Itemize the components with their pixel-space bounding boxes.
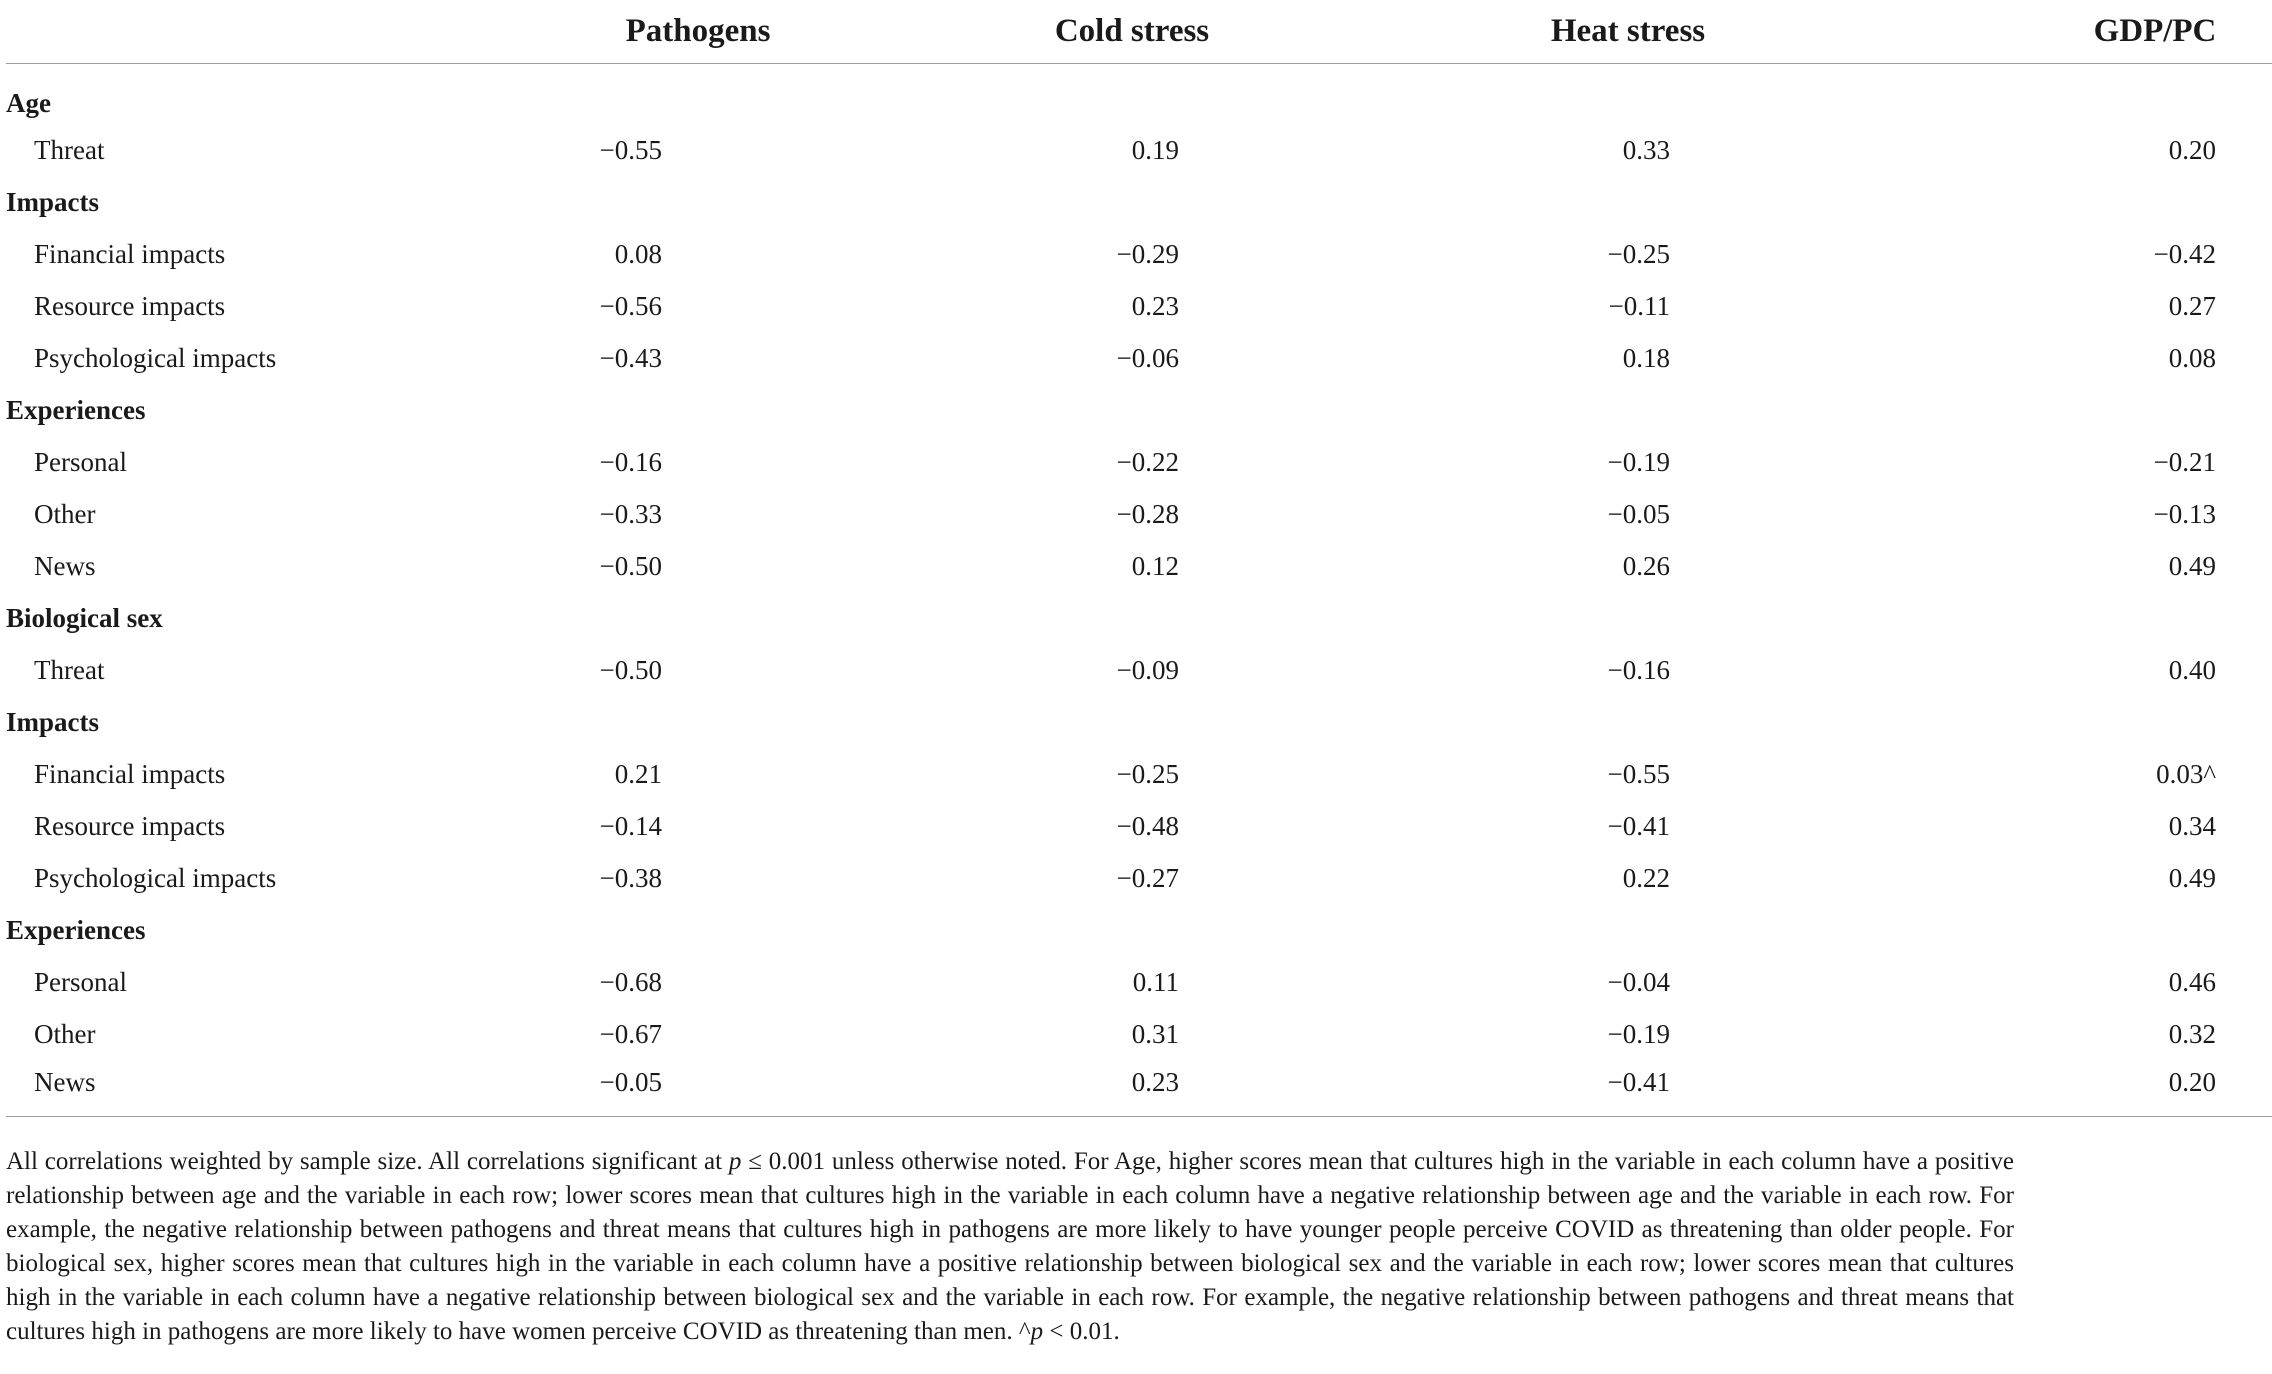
cell-value: 0.32 xyxy=(2168,1018,2216,1049)
row-label: Threat xyxy=(34,134,105,165)
table-row xyxy=(6,1060,2272,1117)
footnote-text-1: All correlations weighted by sample size. All correlations significant at xyxy=(6,1148,729,1175)
cell-value: 0.33 xyxy=(1622,134,1670,165)
cell-value: 0.11 xyxy=(1132,966,1179,997)
cell-value: −0.68 xyxy=(599,966,662,997)
row-label: Other xyxy=(34,498,96,529)
cell-value: 0.08 xyxy=(614,238,662,269)
footnote-p-symbol-1: p xyxy=(728,1148,742,1175)
cell-value: −0.27 xyxy=(1116,862,1179,893)
cell-value: 0.23 xyxy=(970,1060,1404,1117)
cell-value: −0.50 xyxy=(599,550,662,581)
cell-value: −0.55 xyxy=(1607,758,1670,789)
cell-value: 0.46 xyxy=(2168,966,2216,997)
table-row xyxy=(6,332,2272,384)
cell-value: −0.05 xyxy=(1607,498,1670,529)
footnote-text-3: < 0.01. xyxy=(1043,1318,1120,1345)
section-label: Experiences xyxy=(6,394,146,425)
section-label: Biological sex xyxy=(6,602,163,633)
table-footnote xyxy=(6,1145,2014,1349)
table-body xyxy=(6,64,2272,1117)
row-label: Personal xyxy=(34,966,127,997)
cell-value: −0.06 xyxy=(1116,342,1179,373)
cell-value: 0.22 xyxy=(1622,862,1670,893)
section-label: Experiences xyxy=(6,914,146,945)
header-blank xyxy=(6,0,536,64)
cell-value: −0.38 xyxy=(599,862,662,893)
table-row xyxy=(6,436,2272,488)
footnote-p-symbol-2: p xyxy=(1030,1318,1044,1345)
section-row xyxy=(6,176,2272,228)
cell-value: 0.40 xyxy=(2168,654,2216,685)
section-row xyxy=(6,904,2272,956)
row-label: News xyxy=(34,550,96,581)
cell-value: −0.11 xyxy=(1608,290,1670,321)
cell-value: −0.09 xyxy=(1116,654,1179,685)
table-row xyxy=(6,852,2272,904)
cell-value: 0.49 xyxy=(2168,862,2216,893)
cell-value: −0.56 xyxy=(599,290,662,321)
table-row xyxy=(6,956,2272,1008)
cell-value: −0.21 xyxy=(2153,446,2216,477)
row-label: Financial impacts xyxy=(34,238,226,269)
section-label: Impacts xyxy=(6,706,99,737)
row-label: Psychological impacts xyxy=(34,342,277,373)
cell-value: −0.48 xyxy=(1116,810,1179,841)
correlation-table xyxy=(6,0,2272,1117)
cell-value: 0.34 xyxy=(2168,810,2216,841)
row-label: Other xyxy=(34,1018,96,1049)
row-label: Resource impacts xyxy=(34,290,226,321)
cell-value: 0.31 xyxy=(1131,1018,1179,1049)
cell-value: −0.14 xyxy=(599,810,662,841)
row-label: Psychological impacts xyxy=(34,862,277,893)
cell-value: −0.22 xyxy=(1116,446,1179,477)
row-label: Threat xyxy=(34,654,105,685)
table-row xyxy=(6,748,2272,800)
cell-value: 0.20 xyxy=(1838,1060,2272,1117)
cell-value: −0.04 xyxy=(1607,966,1670,997)
cell-value: −0.05 xyxy=(536,1060,970,1117)
cell-value: 0.03^ xyxy=(2156,758,2216,789)
cell-value: −0.19 xyxy=(1607,1018,1670,1049)
table-row xyxy=(6,124,2272,176)
cell-value: −0.16 xyxy=(1607,654,1670,685)
cell-value: −0.33 xyxy=(599,498,662,529)
row-label: News xyxy=(6,1060,536,1117)
table-row xyxy=(6,800,2272,852)
cell-value: 0.23 xyxy=(1131,290,1179,321)
table-row xyxy=(6,644,2272,696)
table-row xyxy=(6,540,2272,592)
cell-value: −0.29 xyxy=(1116,238,1179,269)
cell-value: −0.50 xyxy=(599,654,662,685)
cell-value: 0.26 xyxy=(1622,550,1670,581)
section-label: Impacts xyxy=(6,186,99,217)
cell-value: −0.28 xyxy=(1116,498,1179,529)
section-label: Age xyxy=(6,87,51,118)
cell-value: 0.27 xyxy=(2168,290,2216,321)
footnote-text-2: ≤ 0.001 unless otherwise noted. For Age, higher scores mean that cultures high in the variable in each column have a positive relationship between age and the variable in each row; lower scores mean that cultures high in the variable in each column have a negative relationship between age and the variable in each row. For example, the negative relationship between pathogens and threat means that cultures high in pathogens are more likely to have younger people perceive COVID as threatening than older people. For biological sex, higher scores mean that cultures high in the variable in each column have a positive relationship between biological sex and the variable in each row; lower scores mean that cultures high in the variable in each column have a negative relationship between biological sex and the variable in each row. For example, the negative relationship between pathogens and threat means that cultures high in pathogens are more likely to have women perceive COVID as threatening than men. ^ xyxy=(6,1148,2014,1345)
cell-value: −0.67 xyxy=(599,1018,662,1049)
cell-value: 0.12 xyxy=(1131,550,1179,581)
cell-value: 0.19 xyxy=(1131,134,1179,165)
cell-value: −0.43 xyxy=(599,342,662,373)
cell-value: 0.49 xyxy=(2168,550,2216,581)
cell-value: −0.41 xyxy=(1607,810,1670,841)
header-pathogens: Pathogens xyxy=(536,0,970,64)
cell-value: 0.08 xyxy=(2168,342,2216,373)
header-gdp-pc: GDP/PC xyxy=(1838,0,2272,64)
header-row xyxy=(6,0,2272,64)
cell-value: −0.42 xyxy=(2153,238,2216,269)
cell-value: 0.18 xyxy=(1622,342,1670,373)
cell-value: 0.20 xyxy=(2168,134,2216,165)
cell-value: −0.25 xyxy=(1607,238,1670,269)
table-header xyxy=(6,0,2272,64)
table-row xyxy=(6,280,2272,332)
section-row xyxy=(6,64,2272,125)
cell-value: −0.41 xyxy=(1404,1060,1838,1117)
cell-value: −0.13 xyxy=(2153,498,2216,529)
table-row xyxy=(6,488,2272,540)
row-label: Financial impacts xyxy=(34,758,226,789)
row-label: Personal xyxy=(34,446,127,477)
section-row xyxy=(6,384,2272,436)
row-label: Resource impacts xyxy=(34,810,226,841)
cell-value: −0.16 xyxy=(599,446,662,477)
cell-value: −0.25 xyxy=(1116,758,1179,789)
correlation-table-container xyxy=(6,0,2217,1117)
cell-value: −0.55 xyxy=(599,134,662,165)
section-row xyxy=(6,592,2272,644)
section-row xyxy=(6,696,2272,748)
cell-value: −0.19 xyxy=(1607,446,1670,477)
table-row xyxy=(6,1008,2272,1060)
table-row xyxy=(6,228,2272,280)
cell-value: 0.21 xyxy=(614,758,662,789)
header-cold-stress: Cold stress xyxy=(970,0,1404,64)
header-heat-stress: Heat stress xyxy=(1404,0,1838,64)
